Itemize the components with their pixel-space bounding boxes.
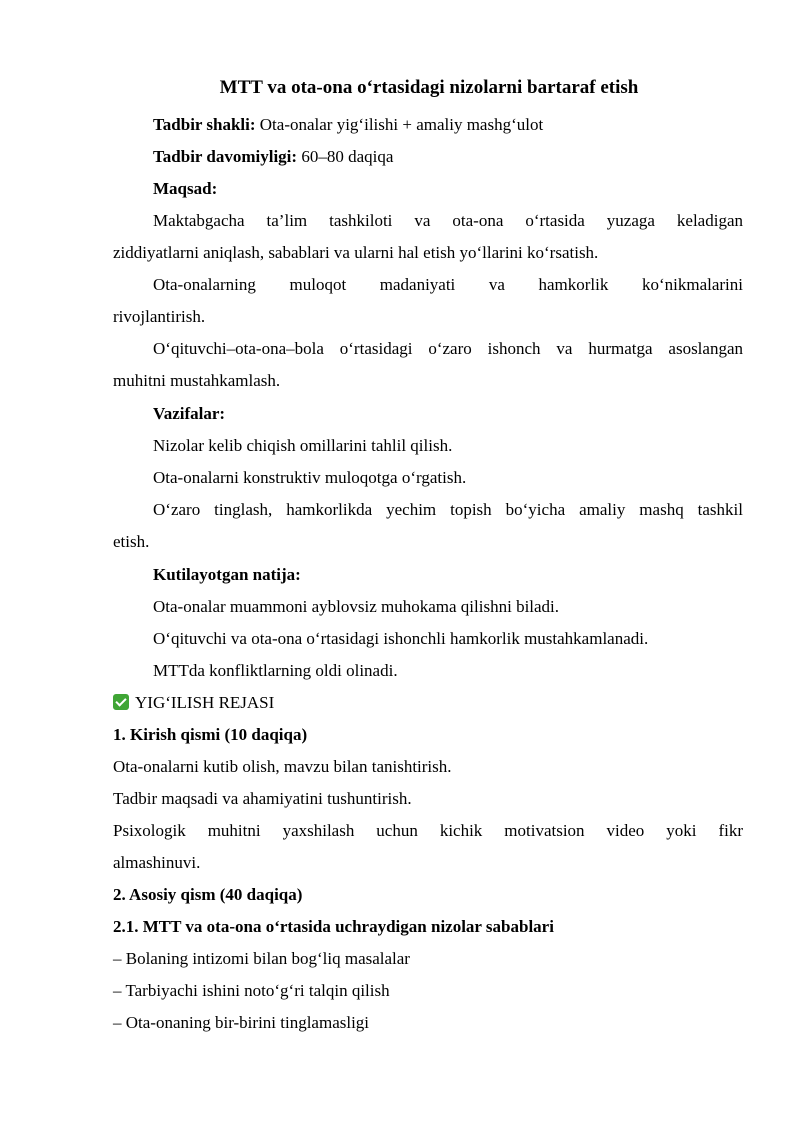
intro-item: almashinuvi.	[113, 853, 201, 872]
event-form-line	[153, 114, 543, 136]
expected-result-item: O‘qituvchi va ota-ona o‘rtasidagi ishonchli hamkorlik mustahkamlanadi.	[153, 629, 649, 648]
event-form-label: Tadbir shakli:	[153, 115, 256, 134]
task-item: Ota-onalarni konstruktiv muloqotga o‘rgatish.	[153, 468, 467, 487]
intro-section-heading: 1. Kirish qismi (10 daqiqa)	[113, 725, 308, 744]
task-item: etish.	[113, 532, 150, 551]
cause-item: – Bolaning intizomi bilan bog‘liq masalalar	[113, 949, 410, 968]
intro-item: Ota-onalarni kutib olish, mavzu bilan tanishtirish.	[113, 757, 452, 776]
expected-result-item: MTTda konfliktlarning oldi olinadi.	[153, 661, 398, 680]
goal-paragraph-line: rivojlantirish.	[113, 307, 206, 326]
goal-paragraph-line: ziddiyatlarni aniqlash, sabablari va ularni hal etish yo‘llarini ko‘rsatish.	[113, 243, 599, 262]
cause-item: – Ota-onaning bir-birini tinglamasligi	[113, 1013, 370, 1032]
goal-heading: Maqsad:	[153, 179, 218, 198]
task-item: Nizolar kelib chiqish omillarini tahlil qilish.	[153, 436, 453, 455]
event-duration-line	[153, 146, 393, 168]
task-item: O‘zaro tinglash, hamkorlikda yechim topish bo‘yicha amaliy mashq tashkil	[153, 500, 743, 519]
event-duration-label: Tadbir davomiyligi:	[153, 147, 298, 166]
meeting-plan-heading-text: YIG‘ILISH REJASI	[135, 693, 275, 712]
expected-result-heading: Kutilayotgan natija:	[153, 565, 301, 584]
check-mark-icon	[113, 694, 129, 710]
main-section-heading: 2. Asosiy qism (40 daqiqa)	[113, 885, 303, 904]
event-form-value: Ota-onalar yig‘ilishi + amaliy mashg‘ulot	[255, 115, 544, 134]
intro-item: Psixologik muhitni yaxshilash uchun kichik motivatsion video yoki fikr	[113, 821, 743, 840]
main-subsection-heading: 2.1. MTT va ota-ona o‘rtasida uchraydigan nizolar sabablari	[113, 917, 554, 936]
goal-paragraph-line: O‘qituvchi–ota-ona–bola o‘rtasidagi o‘zaro ishonch va hurmatga asoslangan	[153, 339, 743, 358]
goal-paragraph-line: Maktabgacha ta’lim tashkiloti va ota-ona o‘rtasida yuzaga keladigan	[153, 211, 743, 230]
cause-item: – Tarbiyachi ishini noto‘g‘ri talqin qilish	[113, 981, 390, 1000]
goal-paragraph-line: Ota-onalarning muloqot madaniyati va hamkorlik ko‘nikmalarini	[153, 275, 743, 294]
meeting-plan-heading	[113, 692, 274, 714]
document-title: MTT va ota-ona o‘rtasidagi nizolarni bartaraf etish	[219, 77, 639, 98]
event-duration-value: 60–80 daqiqa	[297, 147, 394, 166]
intro-item: Tadbir maqsadi va ahamiyatini tushuntirish.	[113, 789, 412, 808]
goal-paragraph-line: muhitni mustahkamlash.	[113, 371, 281, 390]
expected-result-item: Ota-onalar muammoni ayblovsiz muhokama qilishni biladi.	[153, 597, 560, 616]
tasks-heading: Vazifalar:	[153, 404, 226, 423]
